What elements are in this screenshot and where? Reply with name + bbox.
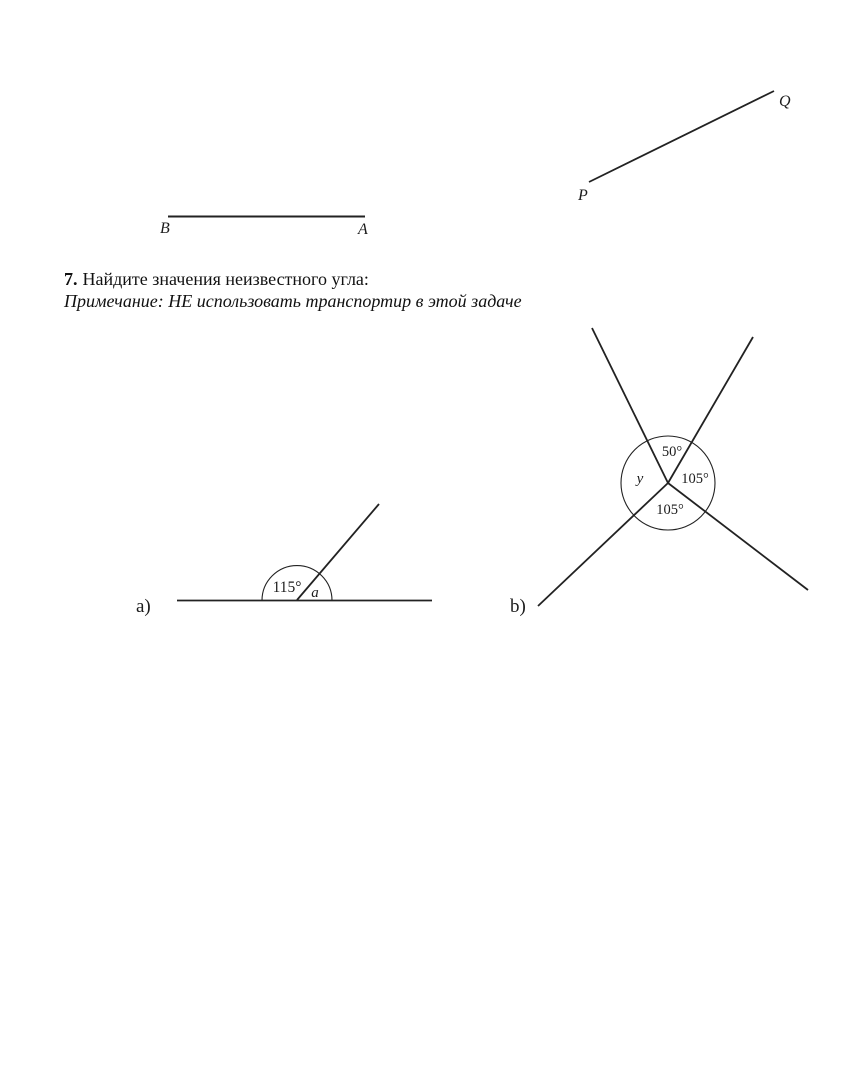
figure-b-caption: b) xyxy=(510,596,526,617)
figure-b-unknown-angle-label: y xyxy=(636,471,644,487)
problem-title-line xyxy=(64,268,684,290)
problem-number: 7. xyxy=(64,269,78,289)
problem-statement xyxy=(64,268,684,312)
figure-a-ray xyxy=(297,504,379,600)
point-q-label: Q xyxy=(779,93,791,110)
figure-b-ray-upright xyxy=(668,337,753,483)
problem-note: Примечание: НЕ использовать транспортир в этой задаче xyxy=(64,291,522,311)
segment-pq-figure xyxy=(577,91,791,204)
segment-ba-figure xyxy=(160,217,368,239)
segment-pq-line xyxy=(589,91,774,182)
figure-b xyxy=(510,328,808,617)
point-a-label: A xyxy=(358,221,368,238)
point-p-label: P xyxy=(578,187,588,204)
figure-b-ray-downright xyxy=(668,483,808,590)
figure-b-ray-downleft xyxy=(538,483,668,606)
figure-b-right-angle-label: 105° xyxy=(681,471,709,487)
figure-b-top-angle-label: 50° xyxy=(661,444,683,460)
figure-a-caption: a) xyxy=(136,596,151,617)
figure-b-ray-upleft xyxy=(592,328,668,483)
figure-a-known-angle-label: 115° xyxy=(272,579,302,596)
figure-a-unknown-angle-label: a xyxy=(311,585,319,601)
figure-b-bottom-angle-label: 105° xyxy=(656,502,684,518)
problem-title: Найдите значения неизвестного угла: xyxy=(82,269,369,289)
figure-a xyxy=(136,504,432,617)
point-b-label: B xyxy=(160,220,170,237)
